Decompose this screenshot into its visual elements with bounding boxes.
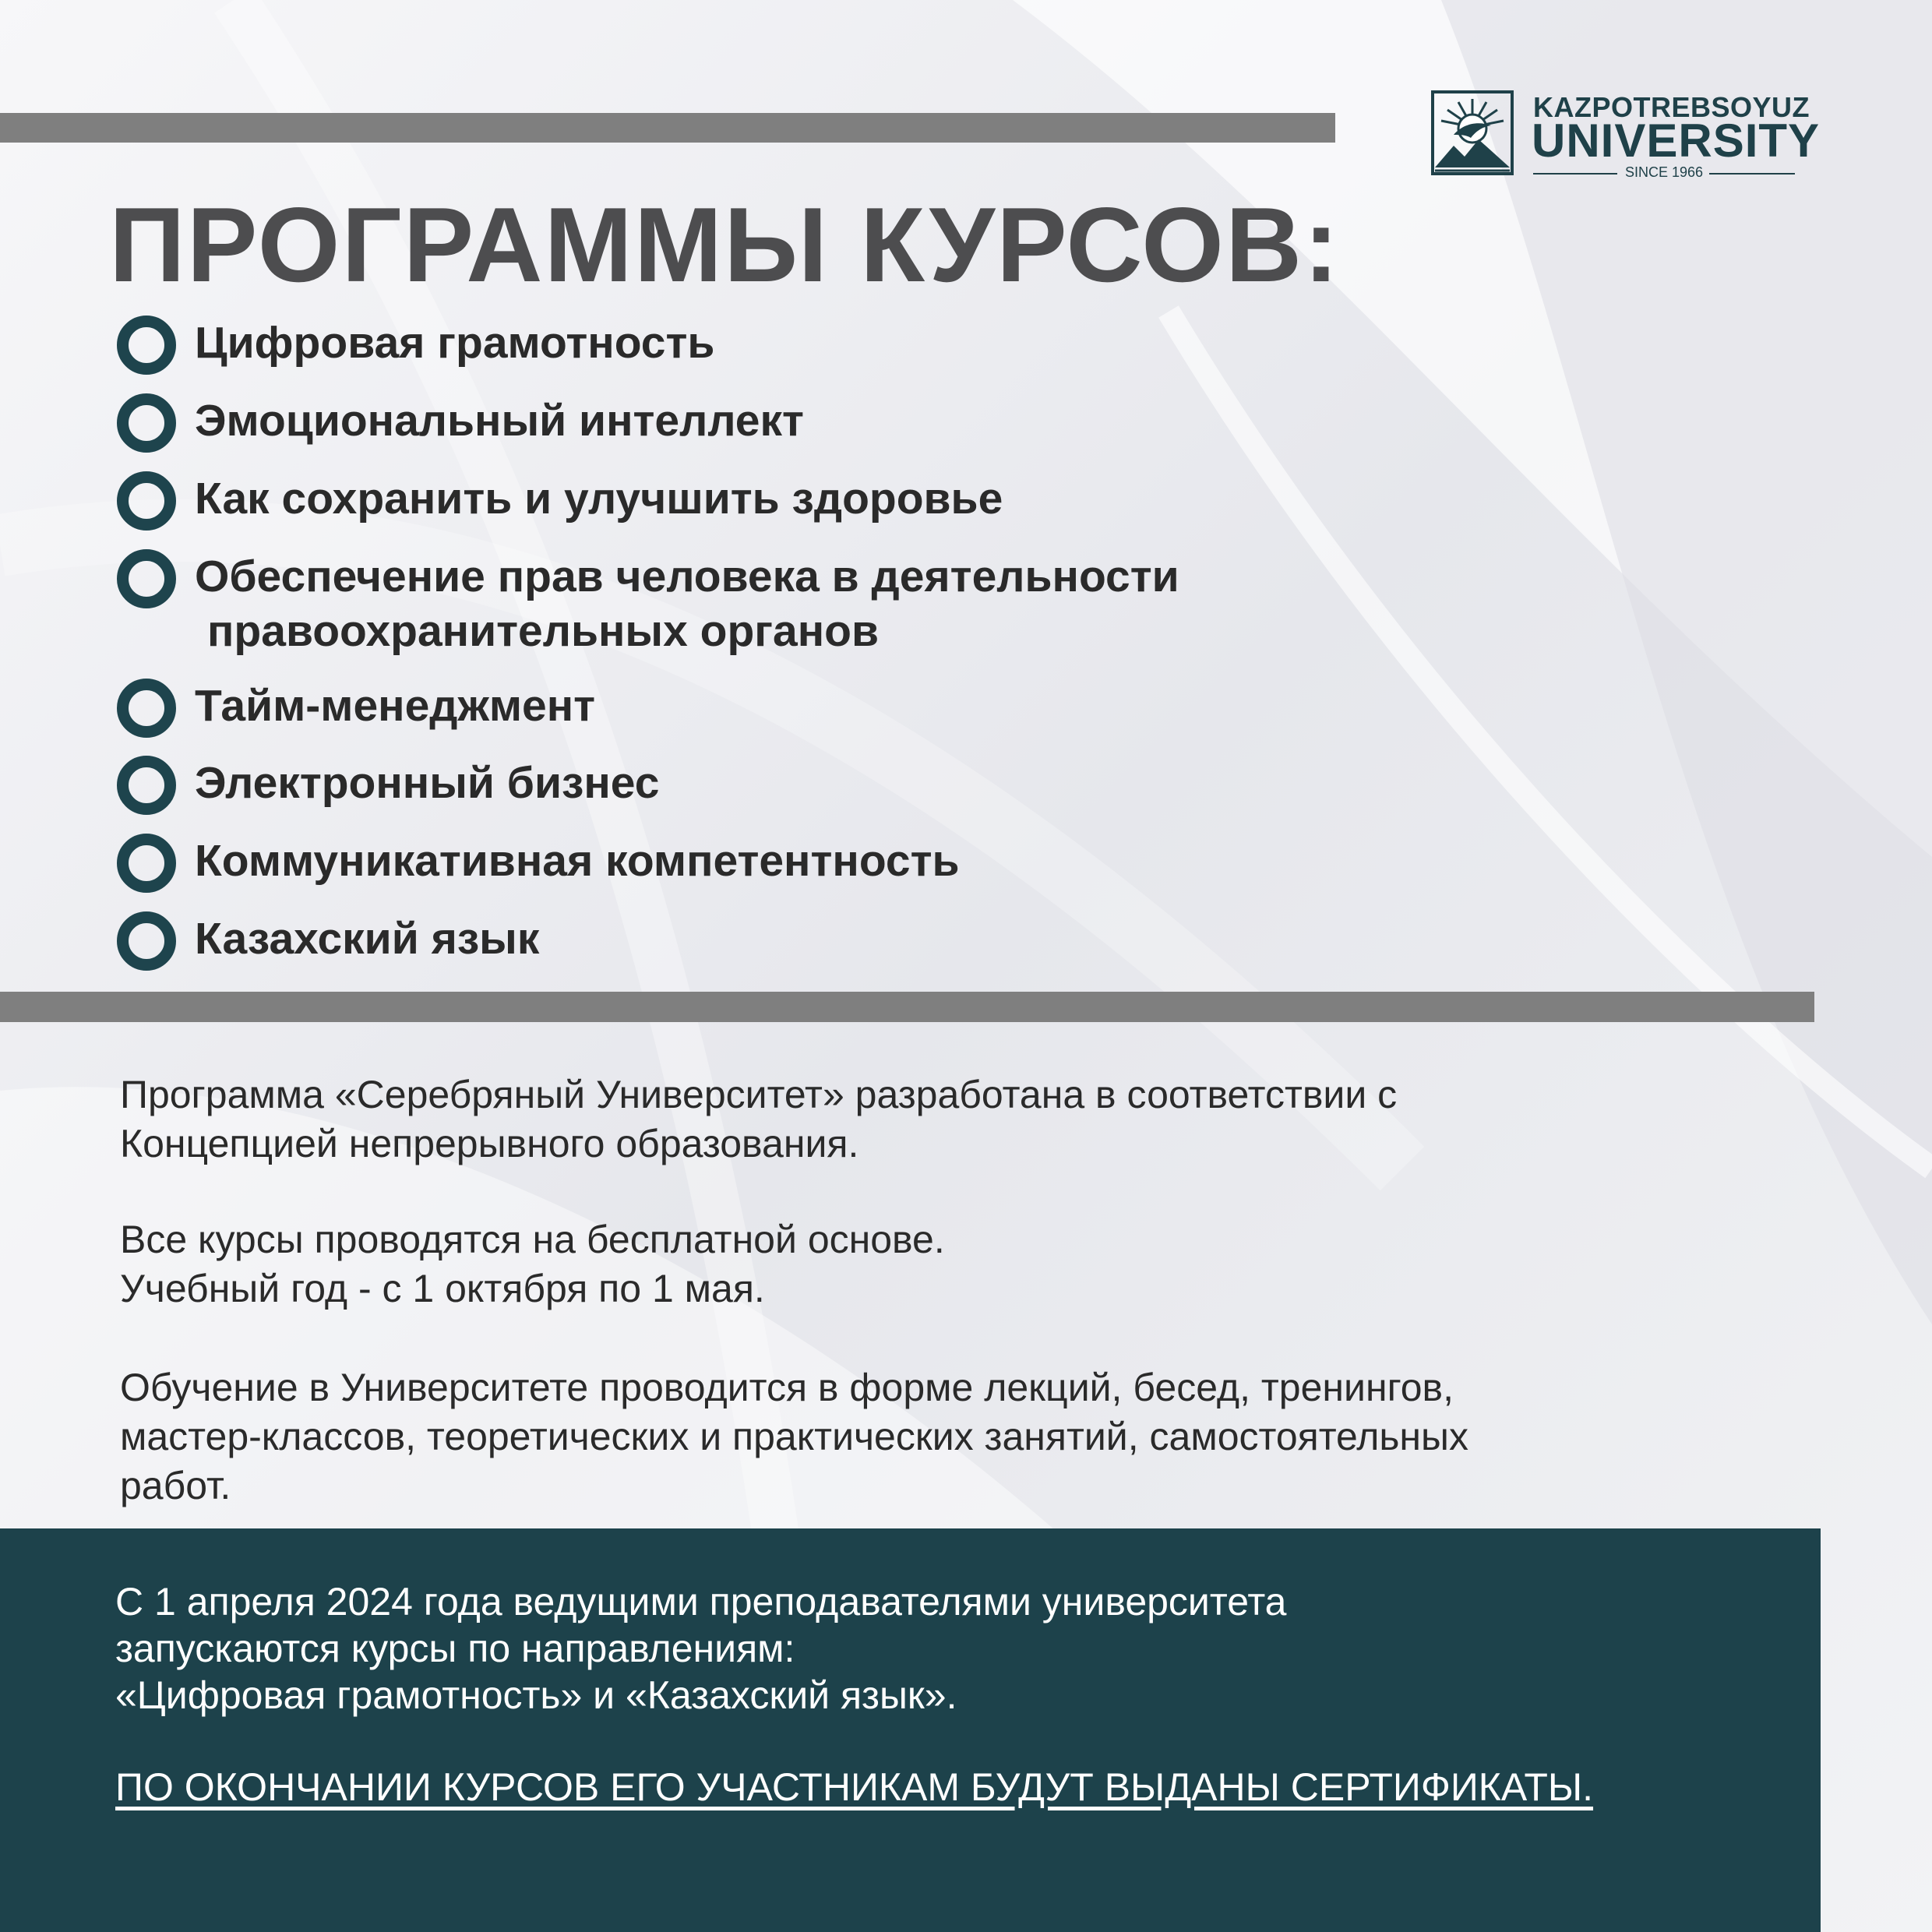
top-divider-bar [0,113,1335,143]
info-line: Концепцией непрерывного образования. [120,1122,859,1165]
ring-bullet-icon [117,756,176,815]
info-paragraph-2 [120,1215,945,1313]
info-line: Программа «Серебряный Университет» разработана в соответствии с [120,1073,1398,1116]
course-label: Казахский язык [195,914,540,964]
footer-announcement [115,1578,1287,1719]
info-line: мастер-классов, теоретических и практических занятий, самостоятельных [120,1415,1468,1458]
logo-rule-left [1533,173,1617,175]
certificate-note: ПО ОКОНЧАНИИ КУРСОВ ЕГО УЧАСТНИКАМ БУДУТ ВЫДАНЫ СЕРТИФИКАТЫ. [115,1765,1594,1809]
logo-line3: SINCE 1966 [1625,164,1704,180]
page-title: ПРОГРАММЫ КУРСОВ: [109,185,1341,304]
course-label: Электронный бизнес [195,758,660,808]
university-logo [1430,90,1821,181]
info-line: работ. [120,1464,231,1507]
info-line: Все курсы проводятся на бесплатной основе. [120,1218,945,1261]
course-label: Эмоциональный интеллект [195,396,804,446]
info-paragraph-1 [120,1070,1397,1169]
info-line: Учебный год - с 1 октября по 1 мая. [120,1267,765,1310]
ring-bullet-icon [117,549,176,608]
course-label: Коммуникативная компетентность [195,836,960,886]
course-label: Обеспечение прав человека в деятельности [195,552,1179,601]
ring-bullet-icon [117,679,176,738]
course-label: Тайм-менеджмент [195,681,596,731]
logo-rule-right [1709,173,1795,175]
ring-bullet-icon [117,471,176,531]
course-label-continued: правоохранительных органов [207,606,880,656]
info-paragraph-3 [120,1363,1468,1511]
footer-line: запускаются курсы по направлениям: [115,1627,795,1670]
course-label: Цифровая грамотность [195,318,715,368]
logo-line2: UNIVERSITY [1532,115,1821,167]
ring-bullet-icon [117,834,176,893]
info-line: Обучение в Университете проводится в форме лекций, бесед, тренингов, [120,1366,1454,1409]
ring-bullet-icon [117,393,176,453]
footer-panel [0,1528,1821,1932]
bird-mountains-sun-emblem-icon [1430,90,1514,176]
footer-line: С 1 апреля 2024 года ведущими преподавателями университета [115,1580,1287,1624]
ring-bullet-icon [117,911,176,971]
footer-line: «Цифровая грамотность» и «Казахский язык». [115,1673,957,1717]
logo-line1: KAZPOTREBSOYUZ [1533,91,1810,123]
middle-divider-bar [0,992,1814,1022]
course-label: Как сохранить и улучшить здоровье [195,474,1003,524]
ring-bullet-icon [117,316,176,375]
